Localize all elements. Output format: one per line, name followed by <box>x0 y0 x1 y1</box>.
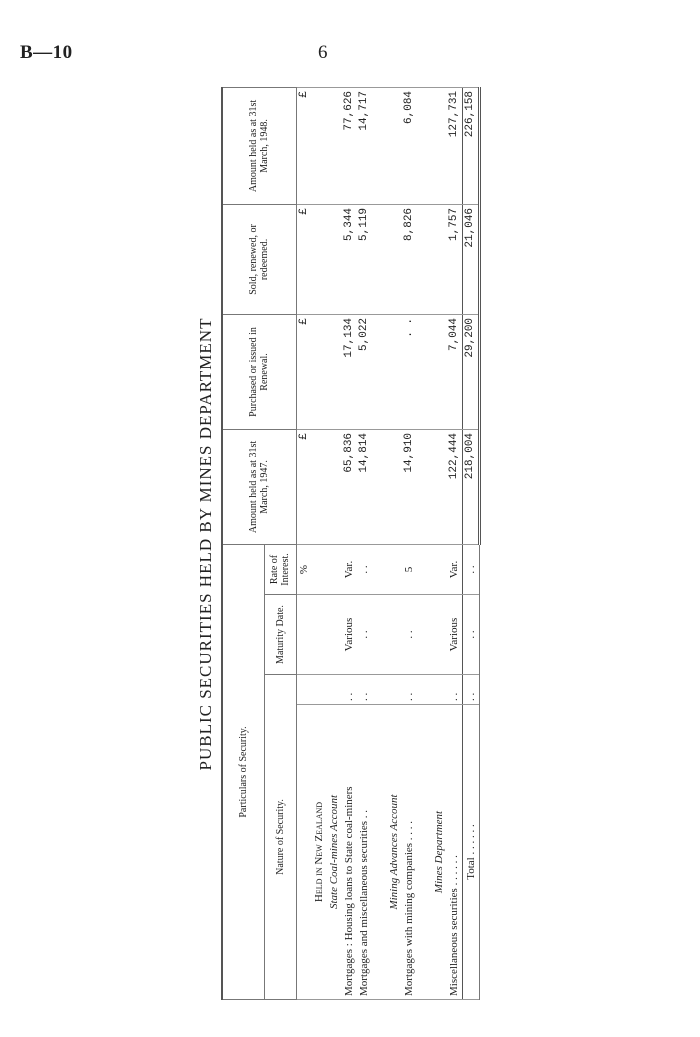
col-maturity-header: Maturity Date. <box>264 595 296 675</box>
page-header <box>0 0 700 80</box>
page-title: PUBLIC SECURITIES HELD BY MINES DEPARTMENT <box>196 317 215 771</box>
section-row <box>387 87 402 999</box>
unit-pound-1947: £ <box>296 429 312 544</box>
section-heading-coal: State Coal-mines Account <box>327 705 342 1000</box>
cell-nature: Miscellaneous securities . . . . . . <box>447 705 463 1000</box>
page-reference: B—10 <box>20 42 73 63</box>
cell-held-1947: 65,836 <box>342 429 357 544</box>
page-number: 6 <box>318 42 328 63</box>
col-held-1947-header: Amount held as at 31st March, 1947. <box>222 429 296 544</box>
cell-nature: Mortgages : Housing loans to State coal-miners <box>342 705 357 1000</box>
cell-sold: 8,826 <box>402 204 417 314</box>
col-purchased-header: Purchased or issued in Renewal. <box>222 314 296 429</box>
table-row <box>402 87 417 999</box>
table-row <box>342 87 357 999</box>
rotated-table-region <box>196 88 481 1000</box>
cell-held-1948: 77,626 <box>342 87 357 204</box>
cell-held-1947: 14,814 <box>357 429 372 544</box>
section-heading-mining: Mining Advances Account <box>387 705 402 1000</box>
col-held-1948-header: Amount held as at 31st March, 1948. <box>222 87 296 204</box>
unit-percent: % <box>296 544 312 594</box>
cell-dots: . . <box>342 675 357 705</box>
cell-maturity: . . <box>462 595 479 675</box>
cell-sold: 5,344 <box>342 204 357 314</box>
cell-nature: Mortgages and miscellaneous securities . . <box>357 705 372 1000</box>
col-sold-header: Sold, renewed, or redeemed. <box>222 204 296 314</box>
securities-table <box>221 87 481 1000</box>
cell-rate: . . <box>462 544 479 594</box>
cell-sold: 1,757 <box>447 204 463 314</box>
cell-rate: . . <box>357 544 372 594</box>
total-purchased: 29,200 <box>462 314 479 429</box>
section-row <box>432 87 447 999</box>
cell-held-1948: 127,731 <box>447 87 463 204</box>
spacer-row <box>417 87 432 999</box>
col-rate-header: Rate of Interest. <box>264 544 296 594</box>
table-row <box>447 87 463 999</box>
cell-dots: . . <box>447 675 463 705</box>
total-held-1947: 218,004 <box>462 429 479 544</box>
cell-maturity: Various <box>342 595 357 675</box>
cell-rate: Var. <box>447 544 463 594</box>
cell-rate: Var. <box>342 544 357 594</box>
table-row <box>357 87 372 999</box>
unit-pound-sold: £ <box>296 204 312 314</box>
held-in-heading: Held in New Zealand <box>312 705 327 1000</box>
total-row <box>462 87 479 999</box>
cell-dots: . . <box>402 675 417 705</box>
unit-pound-1948: £ <box>296 87 312 204</box>
spacer-row <box>372 87 387 999</box>
cell-dots: . . <box>462 675 479 705</box>
cell-nature: Mortgages with mining companies . . . . <box>402 705 417 1000</box>
cell-purchased: 5,022 <box>357 314 372 429</box>
cell-dots: . . <box>357 675 372 705</box>
cell-held-1947: 122,444 <box>447 429 463 544</box>
cell-maturity: Various <box>447 595 463 675</box>
unit-pound-purchased: £ <box>296 314 312 429</box>
total-sold: 21,046 <box>462 204 479 314</box>
units-row <box>296 87 312 999</box>
particulars-header: Particulars of Security. <box>222 544 264 999</box>
cell-purchased: . . <box>402 314 417 429</box>
total-label: Total . . . . . . <box>462 705 479 1000</box>
section-heading-mines: Mines Department <box>432 705 447 1000</box>
cell-maturity: . . <box>357 595 372 675</box>
section-row <box>327 87 342 999</box>
section-row <box>312 87 327 999</box>
cell-purchased: 7,044 <box>447 314 463 429</box>
cell-held-1948: 6,084 <box>402 87 417 204</box>
total-held-1948: 226,158 <box>462 87 479 204</box>
col-nature-header: Nature of Security. <box>264 675 296 1000</box>
cell-purchased: 17,134 <box>342 314 357 429</box>
cell-sold: 5,119 <box>357 204 372 314</box>
cell-rate: 5 <box>402 544 417 594</box>
securities-table-wrapper <box>221 88 481 1000</box>
cell-held-1948: 14,717 <box>357 87 372 204</box>
cell-held-1947: 14,910 <box>402 429 417 544</box>
cell-maturity: . . <box>402 595 417 675</box>
